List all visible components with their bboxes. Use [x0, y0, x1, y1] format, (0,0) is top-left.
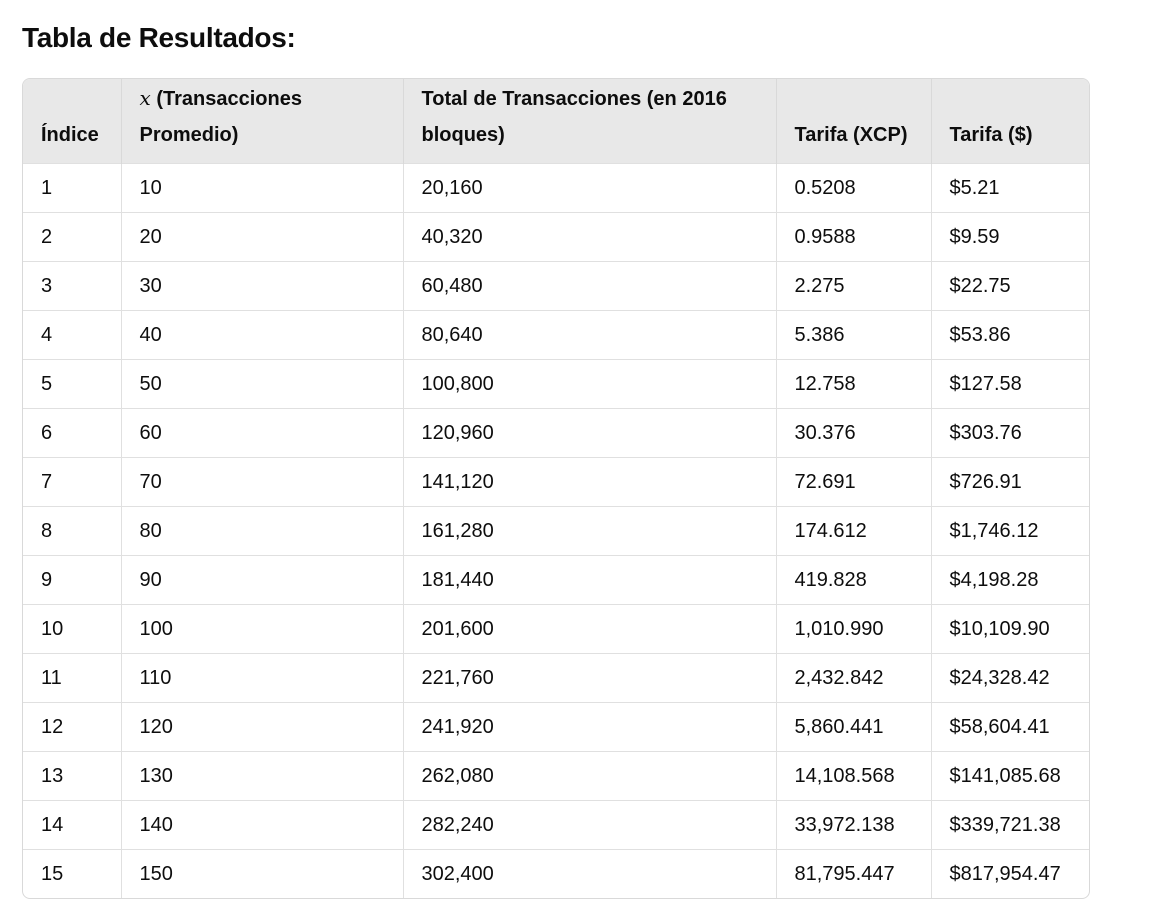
results-table-container: [22, 78, 1090, 899]
cell-fee-xcp: 0.9588: [776, 213, 931, 262]
cell-fee-usd: $9.59: [931, 213, 1089, 262]
cell-index: 2: [23, 213, 121, 262]
table-row: [23, 164, 1089, 213]
table-row: [23, 311, 1089, 360]
cell-fee-usd: $817,954.47: [931, 850, 1089, 899]
cell-fee-xcp: 2,432.842: [776, 654, 931, 703]
cell-index: 7: [23, 458, 121, 507]
header-x: [121, 79, 403, 164]
cell-total: 60,480: [403, 262, 776, 311]
cell-total: 100,800: [403, 360, 776, 409]
cell-fee-usd: $5.21: [931, 164, 1089, 213]
table-row: [23, 507, 1089, 556]
header-fee-usd: Tarifa ($): [931, 79, 1089, 164]
cell-fee-xcp: 5.386: [776, 311, 931, 360]
cell-x: 110: [121, 654, 403, 703]
cell-x: 90: [121, 556, 403, 605]
cell-x: 80: [121, 507, 403, 556]
cell-total: 282,240: [403, 801, 776, 850]
cell-index: 10: [23, 605, 121, 654]
cell-fee-xcp: 14,108.568: [776, 752, 931, 801]
cell-index: 1: [23, 164, 121, 213]
cell-fee-xcp: 2.275: [776, 262, 931, 311]
cell-fee-usd: $141,085.68: [931, 752, 1089, 801]
cell-total: 161,280: [403, 507, 776, 556]
cell-index: 15: [23, 850, 121, 899]
header-total: Total de Transacciones (en 2016 bloques): [403, 79, 776, 164]
table-row: [23, 654, 1089, 703]
cell-total: 181,440: [403, 556, 776, 605]
cell-index: 5: [23, 360, 121, 409]
cell-total: 120,960: [403, 409, 776, 458]
cell-fee-xcp: 5,860.441: [776, 703, 931, 752]
table-row: [23, 262, 1089, 311]
table-header: [23, 79, 1089, 164]
cell-index: 8: [23, 507, 121, 556]
x-math-symbol: x: [139, 86, 151, 110]
cell-index: 4: [23, 311, 121, 360]
cell-fee-usd: $339,721.38: [931, 801, 1089, 850]
cell-total: 201,600: [403, 605, 776, 654]
cell-total: 302,400: [403, 850, 776, 899]
table-row: [23, 409, 1089, 458]
cell-fee-usd: $726.91: [931, 458, 1089, 507]
table-row: [23, 801, 1089, 850]
cell-fee-usd: $53.86: [931, 311, 1089, 360]
table-row: [23, 556, 1089, 605]
cell-fee-usd: $4,198.28: [931, 556, 1089, 605]
cell-x: 40: [121, 311, 403, 360]
cell-index: 3: [23, 262, 121, 311]
cell-x: 50: [121, 360, 403, 409]
cell-x: 10: [121, 164, 403, 213]
cell-x: 70: [121, 458, 403, 507]
cell-x: 100: [121, 605, 403, 654]
table-row: [23, 360, 1089, 409]
cell-fee-usd: $58,604.41: [931, 703, 1089, 752]
table-row: [23, 703, 1089, 752]
header-index: Índice: [23, 79, 121, 164]
cell-fee-xcp: 30.376: [776, 409, 931, 458]
table-row: [23, 605, 1089, 654]
cell-total: 20,160: [403, 164, 776, 213]
cell-x: 130: [121, 752, 403, 801]
header-fee-xcp: Tarifa (XCP): [776, 79, 931, 164]
cell-total: 40,320: [403, 213, 776, 262]
cell-index: 6: [23, 409, 121, 458]
cell-x: 60: [121, 409, 403, 458]
cell-index: 11: [23, 654, 121, 703]
cell-fee-xcp: 419.828: [776, 556, 931, 605]
cell-fee-xcp: 12.758: [776, 360, 931, 409]
cell-fee-xcp: 81,795.447: [776, 850, 931, 899]
cell-x: 30: [121, 262, 403, 311]
cell-fee-usd: $10,109.90: [931, 605, 1089, 654]
cell-total: 241,920: [403, 703, 776, 752]
table-row: [23, 213, 1089, 262]
cell-fee-usd: $24,328.42: [931, 654, 1089, 703]
cell-x: 140: [121, 801, 403, 850]
cell-fee-usd: $127.58: [931, 360, 1089, 409]
cell-index: 12: [23, 703, 121, 752]
results-table: [23, 79, 1089, 898]
cell-fee-usd: $1,746.12: [931, 507, 1089, 556]
page-title: Tabla de Resultados:: [22, 22, 296, 53]
cell-total: 262,080: [403, 752, 776, 801]
cell-fee-xcp: 72.691: [776, 458, 931, 507]
table-row: [23, 850, 1089, 899]
table-row: [23, 458, 1089, 507]
cell-fee-xcp: 1,010.990: [776, 605, 931, 654]
cell-x: 20: [121, 213, 403, 262]
table-body: [23, 164, 1089, 899]
cell-fee-xcp: 0.5208: [776, 164, 931, 213]
cell-total: 141,120: [403, 458, 776, 507]
header-row: [23, 79, 1089, 164]
cell-x: 120: [121, 703, 403, 752]
cell-index: 9: [23, 556, 121, 605]
cell-fee-usd: $303.76: [931, 409, 1089, 458]
cell-total: 221,760: [403, 654, 776, 703]
cell-x: 150: [121, 850, 403, 899]
cell-index: 14: [23, 801, 121, 850]
header-x-label: (Transacciones Promedio): [139, 88, 302, 146]
cell-total: 80,640: [403, 311, 776, 360]
cell-fee-usd: $22.75: [931, 262, 1089, 311]
cell-index: 13: [23, 752, 121, 801]
table-row: [23, 752, 1089, 801]
cell-fee-xcp: 174.612: [776, 507, 931, 556]
cell-fee-xcp: 33,972.138: [776, 801, 931, 850]
